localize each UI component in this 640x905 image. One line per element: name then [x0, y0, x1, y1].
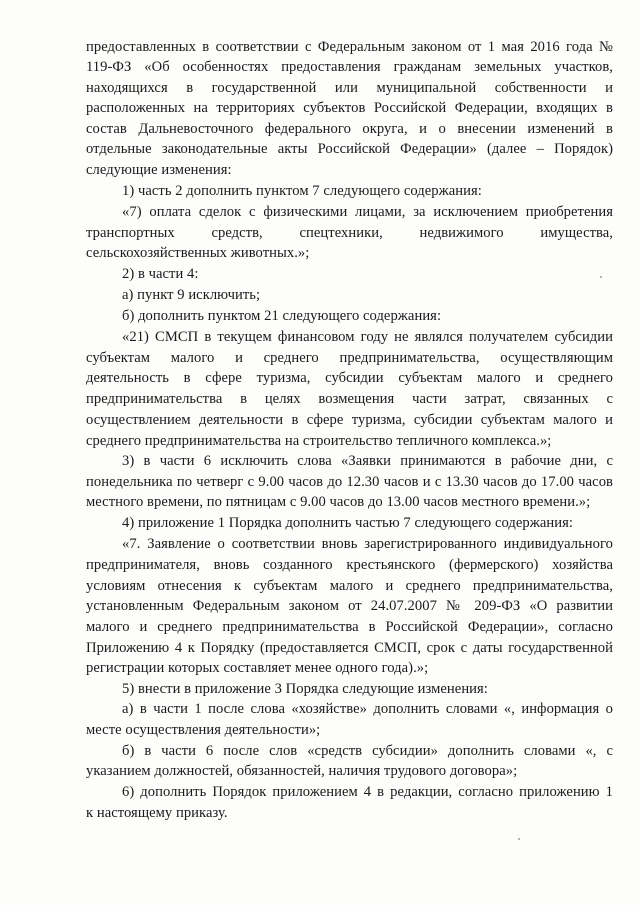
list-item-6: 6) дополнить Порядок приложением 4 в редакции, согласно приложению 1	[122, 784, 613, 800]
sub-item-a: а) пункт 9 исключить;	[122, 287, 261, 303]
list-item-1: 1) часть 2 дополнить пунктом 7 следующего содержания:	[122, 183, 482, 199]
quote-line: осуществлением деятельности в сфере туризма, субсидии субъектам малого и	[86, 412, 613, 428]
list-item-2: 2) в части 4:	[122, 266, 199, 282]
body-text-line: месте осуществления деятельности»;	[86, 722, 321, 738]
list-item-5: 5) внести в приложение 3 Порядка следующие изменения:	[122, 681, 488, 697]
body-text-line: расположенных на территориях субъектов Российской Федерации, входящих в	[86, 100, 613, 116]
body-text-line: местного времени, по пятницам с 9.00 часов до 13.00 часов местного времени.»;	[86, 494, 591, 510]
sub-item-a: а) в части 1 после слова «хозяйстве» дополнить словами «, информация о	[122, 701, 613, 717]
quote-line: транспортных средств, спецтехники, недвижимого имущества,	[86, 225, 613, 241]
body-text-line: предоставленных в соответствии с Федеральным законом от 1 мая 2016 года №	[86, 39, 613, 55]
list-item-3: 3) в части 6 исключить слова «Заявки принимаются в рабочие дни, с	[122, 453, 613, 469]
quote-line: субъектам малого и среднего предпринимательства, осуществляющим	[86, 350, 613, 366]
list-item-4: 4) приложение 1 Порядка дополнить частью 7 следующего содержания:	[122, 515, 574, 531]
sub-item-b: б) дополнить пунктом 21 следующего содержания:	[122, 308, 442, 324]
quote-line: «7. Заявление о соответствии вновь зарегистрированного индивидуального	[122, 536, 613, 552]
quote-line: условиям отнесения к субъектам малого и среднего предпринимательства,	[86, 578, 613, 594]
body-text-line: состав Дальневосточного федерального округа, и о внесении изменений в	[86, 121, 613, 137]
quote-line: регистрации которых составляет менее одного года).»;	[86, 660, 429, 676]
body-text-line: отдельные законодательные акты Российской Федерации» (далее – Порядок)	[86, 141, 613, 157]
body-text-line: находящихся в государственной или муниципальной собственности и	[86, 80, 613, 96]
quote-line: «21) СМСП в текущем финансовом году не являлся получателем субсидии	[122, 329, 613, 345]
quote-line: сельскохозяйственных животных.»;	[86, 245, 310, 261]
body-text-line: указанием должностей, обязанностей, наличия трудового договора»;	[86, 763, 518, 779]
quote-line: Приложению 4 к Порядку (предоставляется СМСП, срок с даты государственной	[86, 640, 613, 656]
quote-line: предпринимателя, вновь созданного крестьянского (фермерского) хозяйства	[86, 557, 613, 573]
body-text-line: следующие изменения:	[86, 162, 232, 178]
scan-speck	[600, 276, 602, 278]
quote-line: деятельность в сфере туризма, субсидии субъектам малого и среднего	[86, 370, 613, 386]
quote-line: среднего предпринимательства на строительство тепличного комплекса.»;	[86, 433, 552, 449]
body-text-line: к настоящему приказу.	[86, 805, 228, 821]
body-text-line: понедельника по четверг с 9.00 часов до 12.30 часов и с 13.30 часов до 17.00 часов	[86, 474, 613, 490]
sub-item-b: б) в части 6 после слов «средств субсидии» дополнить словами «, с	[122, 743, 613, 759]
body-text-line: 119-ФЗ «Об особенностях предоставления гражданам земельных участков,	[86, 59, 613, 75]
quote-line: малого и среднего предпринимательства в Российской Федерации», согласно	[86, 619, 613, 635]
quote-line: предпринимательства в целях возмещения части затрат, связанных с	[86, 391, 613, 407]
quote-line: установленным Федеральным законом от 24.07.2007 № 209-ФЗ «О развитии	[86, 598, 613, 614]
scan-speck	[518, 838, 520, 840]
quote-line: «7) оплата сделок с физическими лицами, за исключением приобретения	[122, 204, 613, 220]
